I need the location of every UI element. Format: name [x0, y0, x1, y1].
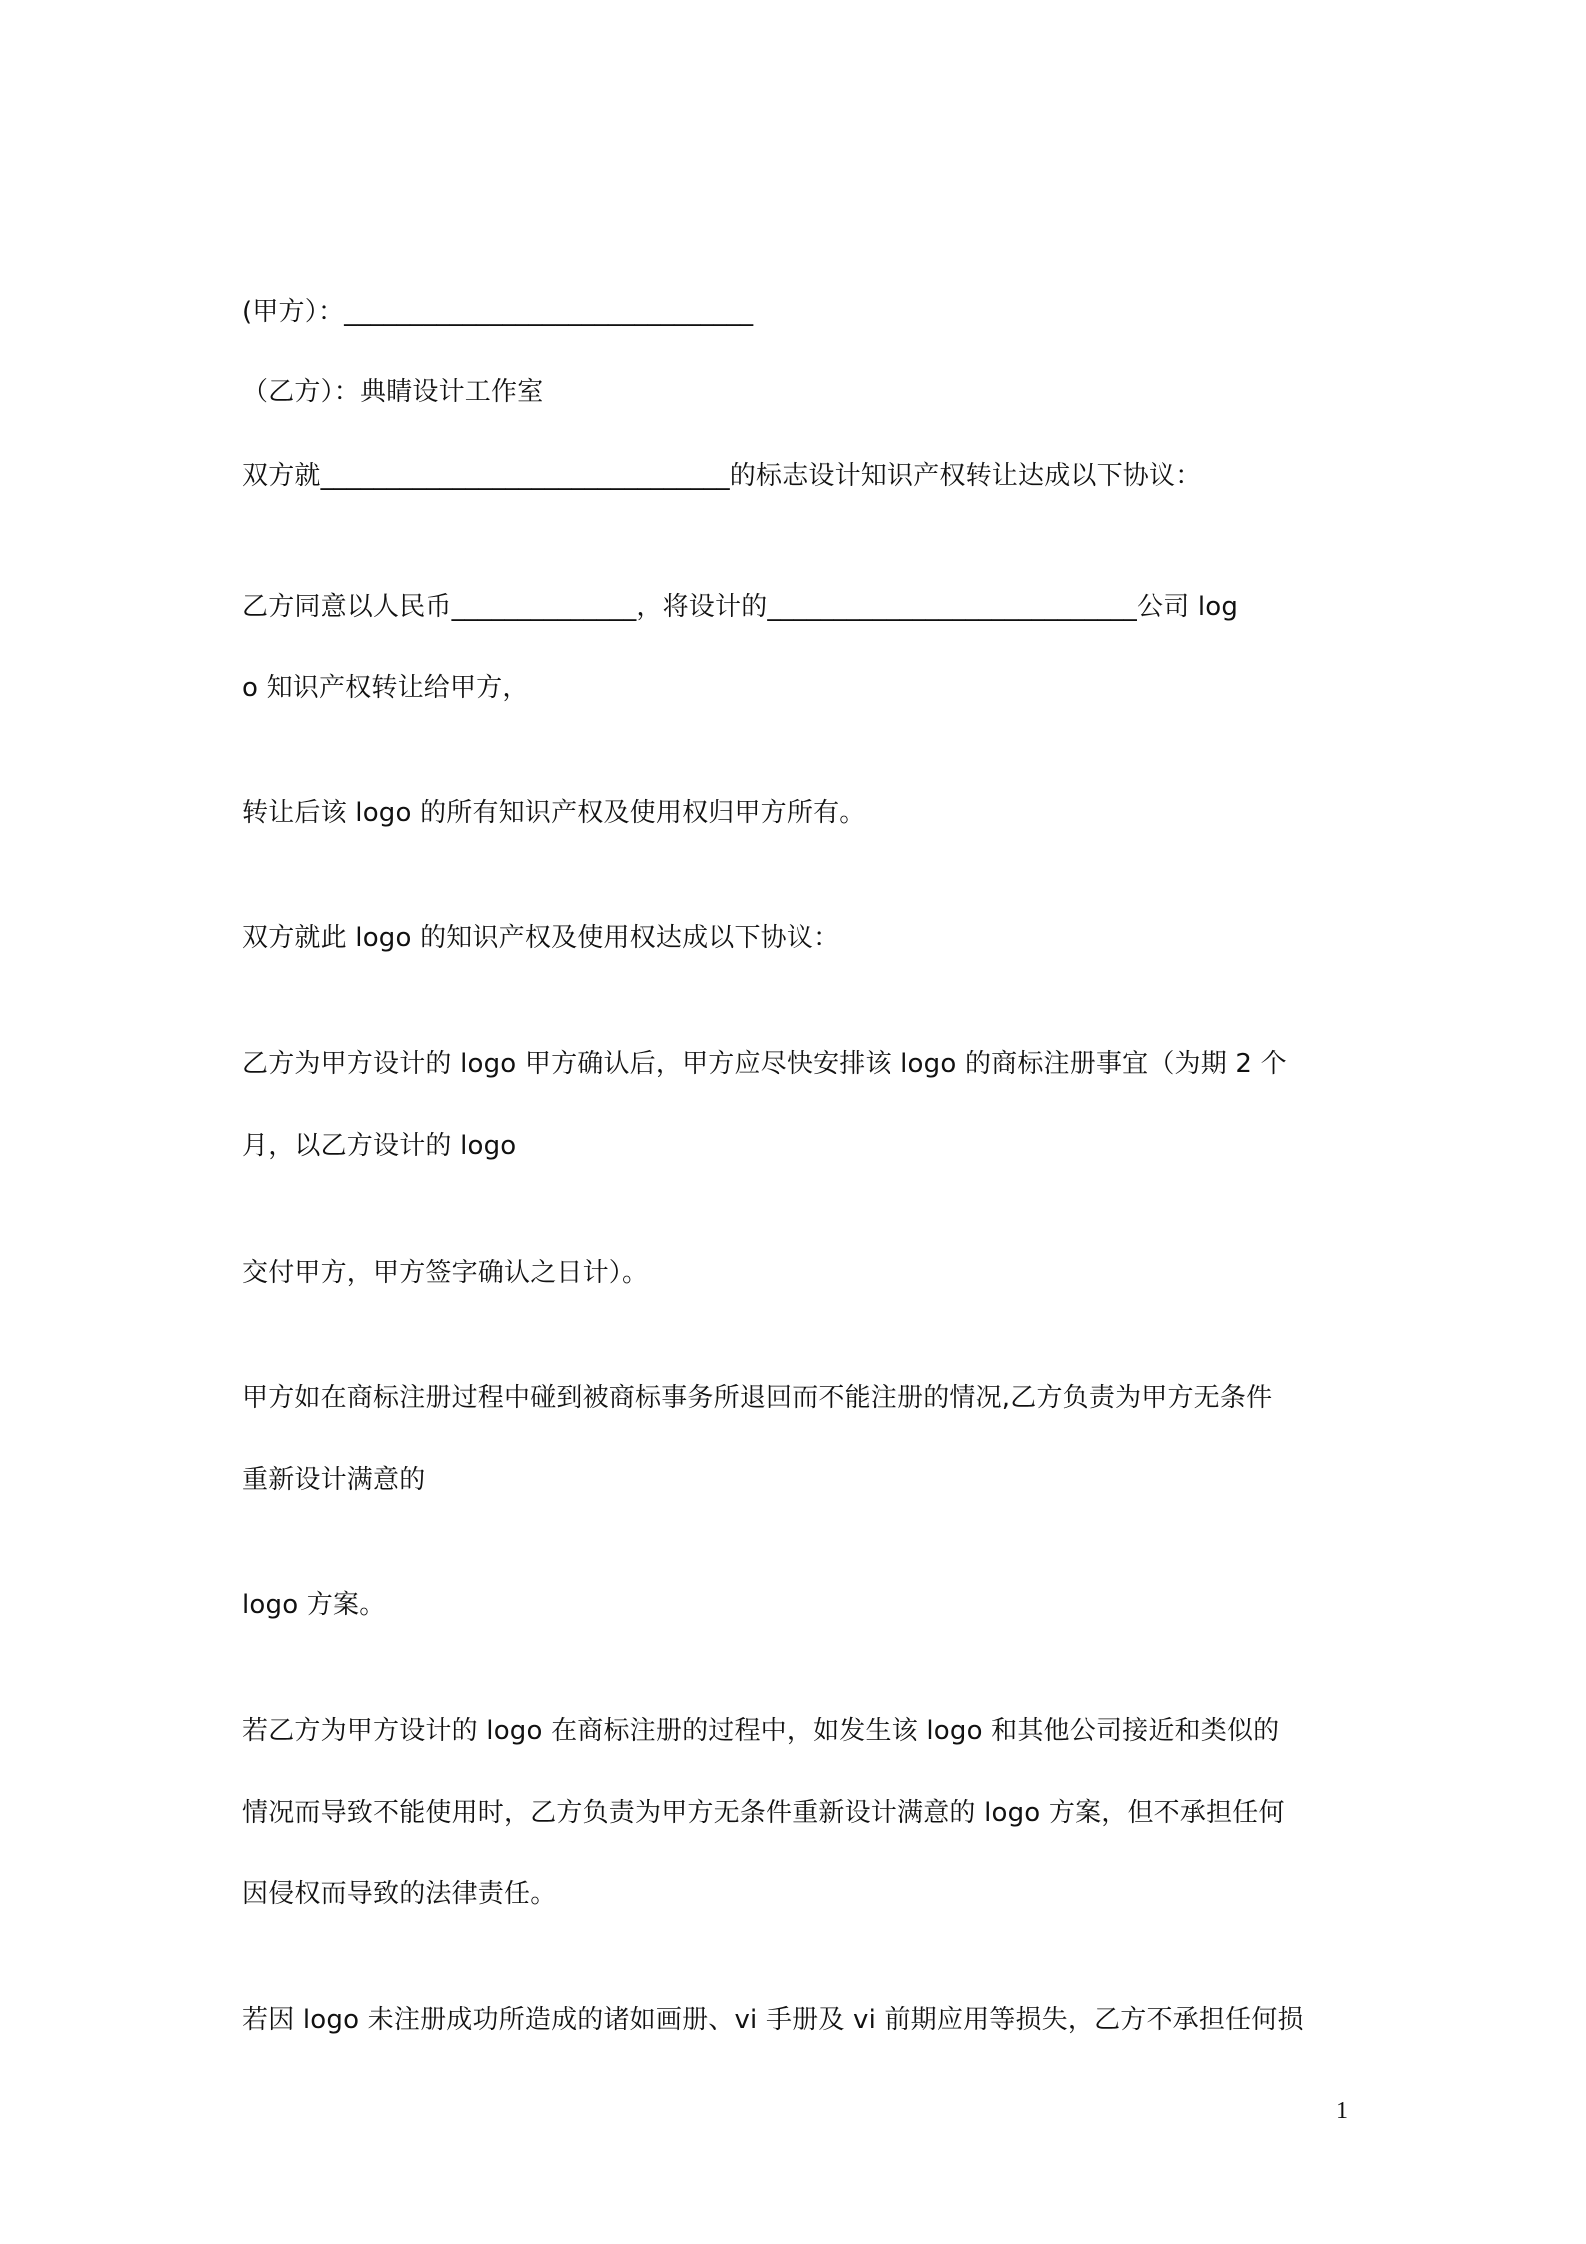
paragraph-line: 交付甲方，甲方签字确认之日计）。	[242, 1258, 649, 1288]
paragraph-line: 转让后该 logo 的所有知识产权及使用权归甲方所有。	[242, 798, 866, 828]
paragraph-line: o 知识产权转让给甲方，	[242, 673, 529, 703]
paragraph-line: 重新设计满意的	[242, 1465, 426, 1495]
paragraph-line: 乙方为甲方设计的 logo 甲方确认后，甲方应尽快安排该 logo 的商标注册事宜（为期 2 个	[242, 1049, 1287, 1079]
paragraph-line: 因侵权而导致的法律责任。	[242, 1879, 557, 1909]
paragraph-line: 双方就此 logo 的知识产权及使用权达成以下协议：	[242, 923, 840, 953]
paragraph-line: 月，以乙方设计的 logo	[242, 1131, 517, 1161]
party-a-line: (甲方）：_______________________________	[242, 297, 754, 327]
paragraph-line: 甲方如在商标注册过程中碰到被商标事务所退回而不能注册的情况,乙方负责为甲方无条件	[242, 1383, 1273, 1413]
paragraph-line: 乙方同意以人民币______________，将设计的____________________________公司 log	[242, 592, 1239, 622]
page-number: 1	[1336, 2098, 1348, 2124]
paragraph-line: 若因 logo 未注册成功所造成的诸如画册、vi 手册及 vi 前期应用等损失，乙方不承担任何损	[242, 2005, 1304, 2035]
paragraph-line: 若乙方为甲方设计的 logo 在商标注册的过程中，如发生该 logo 和其他公司接近和类似的	[242, 1716, 1280, 1746]
paragraph-line: 情况而导致不能使用时，乙方负责为甲方无条件重新设计满意的 logo 方案，但不承担任何	[242, 1798, 1285, 1828]
paragraph-line: logo 方案。	[242, 1590, 386, 1620]
party-b-line: （乙方）：典睛设计工作室	[242, 377, 544, 407]
agreement-intro-line: 双方就_______________________________的标志设计知识产权转让达成以下协议：	[242, 461, 1202, 491]
